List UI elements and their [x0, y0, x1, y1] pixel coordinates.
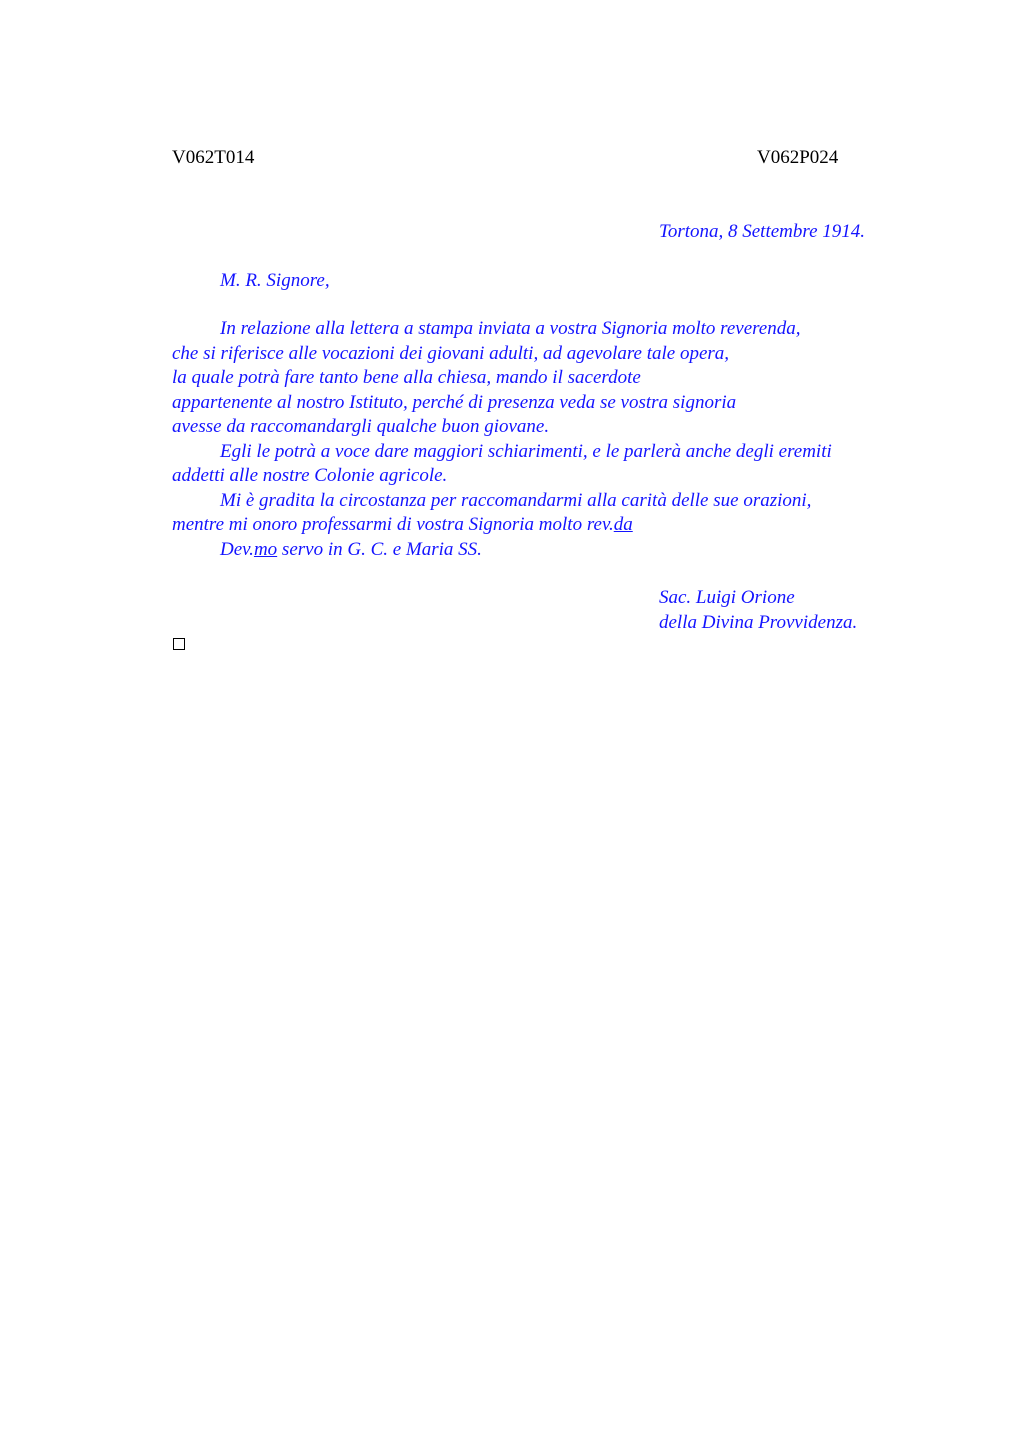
dev-suffix: servo in G. C. e Maria SS. — [277, 538, 482, 560]
dev-abbreviation-suffix: mo — [253, 538, 278, 560]
letter-body-line: Mi è gradita la circostanza per raccomandarmi alla carità delle sue orazioni, — [220, 489, 812, 511]
letter-body-line: avesse da raccomandargli qualche buon giovane. — [172, 416, 550, 437]
letter-closing-line — [172, 513, 892, 538]
letter-body — [172, 317, 892, 562]
letter-date: Tortona, 8 Settembre 1914. — [659, 221, 866, 242]
letter-body-line: che si riferisce alle vocazioni dei giovani adulti, ad agevolare tale opera, — [172, 342, 730, 364]
letter-salutation: M. R. Signore, — [220, 270, 330, 291]
letter-body-line: la quale potrà fare tanto bene alla chiesa, mando il sacerdote — [172, 367, 641, 388]
document-code-right: V062P024 — [757, 147, 839, 168]
letter-body-line: In relazione alla lettera a stampa inviata a vostra Signoria molto reverenda, — [220, 318, 801, 339]
letter-body-line: addetti alle nostre Colonie agricole. — [172, 465, 448, 486]
document-code-left: V062T014 — [172, 147, 255, 168]
signature-name: Sac. Luigi Orione — [659, 587, 795, 608]
signature-title: della Divina Provvidenza. — [659, 611, 858, 633]
dev-prefix: Dev. — [220, 538, 254, 560]
letter-signature — [659, 586, 857, 635]
letter-body-line: appartenente al nostro Istituto, perché di presenza veda se vostra signoria — [172, 391, 737, 413]
end-of-document-box — [173, 638, 185, 650]
letter-body-line: Egli le potrà a voce dare maggiori schiarimenti, e le parlerà anche degli eremiti — [220, 440, 832, 462]
closing-abbreviation-suffix: da — [613, 514, 633, 535]
letter-dev-line — [172, 538, 892, 563]
closing-line-text: mentre mi onoro professarmi di vostra Signoria molto rev. — [172, 514, 614, 535]
